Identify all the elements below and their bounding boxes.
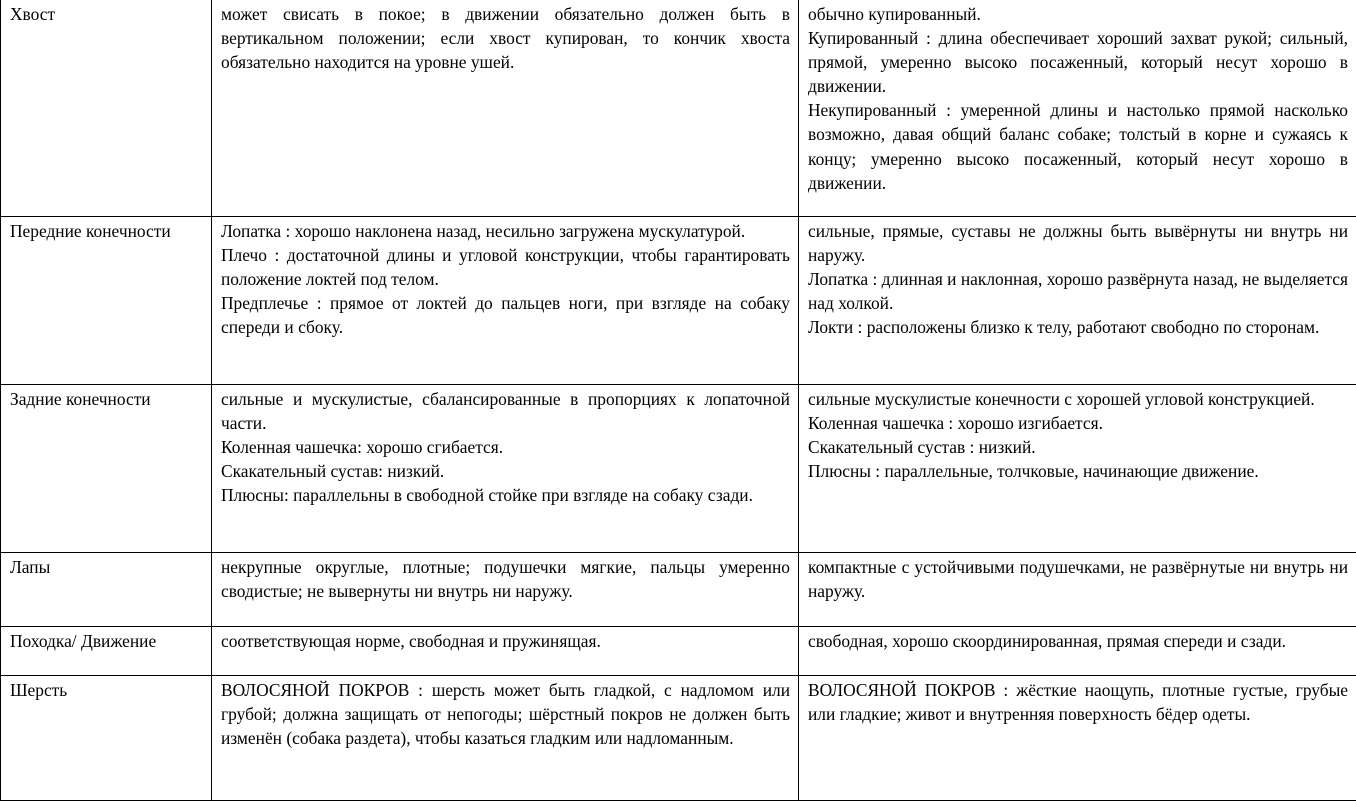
cell-paragraph: Лопатка : длинная и наклонная, хорошо развёрнута назад, не выделяется над холкой. bbox=[808, 267, 1348, 315]
cell-paragraph: Предплечье : прямое от локтей до пальцев ноги, при взгляде на собаку спереди и сбоку. bbox=[221, 291, 790, 339]
breed-a-cell bbox=[212, 553, 799, 627]
breed-b-cell bbox=[799, 0, 1356, 217]
cell-paragraph: компактные с устойчивыми подушечками, не развёрнутые ни внутрь ни наружу. bbox=[808, 555, 1348, 603]
table-row bbox=[1, 676, 1356, 801]
table-row bbox=[1, 0, 1356, 217]
row-name: Задние конечности bbox=[1, 385, 212, 553]
breed-a-cell bbox=[212, 676, 799, 801]
breed-a-cell bbox=[212, 0, 799, 217]
breed-b-cell bbox=[799, 553, 1356, 627]
table-row bbox=[1, 627, 1356, 676]
breed-a-cell bbox=[212, 217, 799, 385]
cell-paragraph: Лопатка : хорошо наклонена назад, несильно загружена мускулатурой. bbox=[221, 219, 790, 243]
cell-paragraph: некрупные округлые, плотные; подушечки мягкие, пальцы умеренно сводистые; не вывернуты ни внутрь ни наружу. bbox=[221, 555, 790, 603]
cell-paragraph: свободная, хорошо скоординированная, прямая спереди и сзади. bbox=[808, 629, 1348, 653]
table-row bbox=[1, 217, 1356, 385]
table-row bbox=[1, 385, 1356, 553]
breed-a-cell bbox=[212, 627, 799, 676]
cell-paragraph: Некупированный : умеренной длины и настолько прямой насколько возможно, давая общий баланс собаке; толстый в корне и сужаясь к концу; умеренно высоко посаженный, который несут хорошо в движении. bbox=[808, 98, 1348, 194]
cell-paragraph: Коленная чашечка : хорошо изгибается. bbox=[808, 411, 1348, 435]
cell-paragraph: сильные, прямые, суставы не должны быть вывёрнуты ни внутрь ни наружу. bbox=[808, 219, 1348, 267]
cell-paragraph: может свисать в покое; в движении обязательно должен быть в вертикальном положении; если хвост купирован, то кончик хвоста обязательно находится на уровне ушей. bbox=[221, 2, 790, 74]
cell-paragraph: Плюсны: параллельны в свободной стойке при взгляде на собаку сзади. bbox=[221, 483, 790, 507]
cell-paragraph: обычно купированный. bbox=[808, 2, 1348, 26]
cell-paragraph: сильные мускулистые конечности с хорошей угловой конструкцией. bbox=[808, 387, 1348, 411]
cell-paragraph: Плюсны : параллельные, толчковые, начинающие движение. bbox=[808, 459, 1348, 483]
cell-paragraph: Скакательный сустав: низкий. bbox=[221, 459, 790, 483]
breed-b-cell bbox=[799, 676, 1356, 801]
row-name: Лапы bbox=[1, 553, 212, 627]
cell-paragraph: Купированный : длина обеспечивает хороший захват рукой; сильный, прямой, умеренно высоко посаженный, который несут хорошо в движении. bbox=[808, 26, 1348, 98]
cell-paragraph: Коленная чашечка: хорошо сгибается. bbox=[221, 435, 790, 459]
cell-paragraph: Скакательный сустав : низкий. bbox=[808, 435, 1348, 459]
breed-b-cell bbox=[799, 217, 1356, 385]
breed-a-cell bbox=[212, 385, 799, 553]
row-name: Шерсть bbox=[1, 676, 212, 801]
breed-b-cell bbox=[799, 385, 1356, 553]
breed-b-cell bbox=[799, 627, 1356, 676]
table-row bbox=[1, 553, 1356, 627]
cell-paragraph: сильные и мускулистые, сбалансированные в пропорциях к лопаточной части. bbox=[221, 387, 790, 435]
row-name: Походка/ Движение bbox=[1, 627, 212, 676]
row-name: Хвост bbox=[1, 0, 212, 217]
cell-paragraph: Плечо : достаточной длины и угловой конструкции, чтобы гарантировать положение локтей под телом. bbox=[221, 243, 790, 291]
cell-paragraph: ВОЛОСЯНОЙ ПОКРОВ : шерсть может быть гладкой, с надломом или грубой; должна защищать от непогоды; шёрстный покров не должен быть изменён (собака раздета), чтобы казаться гладким или надломанным. bbox=[221, 678, 790, 750]
cell-paragraph: соответствующая норме, свободная и пружинящая. bbox=[221, 629, 790, 653]
cell-paragraph: ВОЛОСЯНОЙ ПОКРОВ : жёсткие наощупь, плотные густые, грубые или гладкие; живот и внутренняя поверхность бёдер одеты. bbox=[808, 678, 1348, 726]
row-name: Передние конечности bbox=[1, 217, 212, 385]
cell-paragraph: Локти : расположены близко к телу, работают свободно по сторонам. bbox=[808, 315, 1348, 339]
